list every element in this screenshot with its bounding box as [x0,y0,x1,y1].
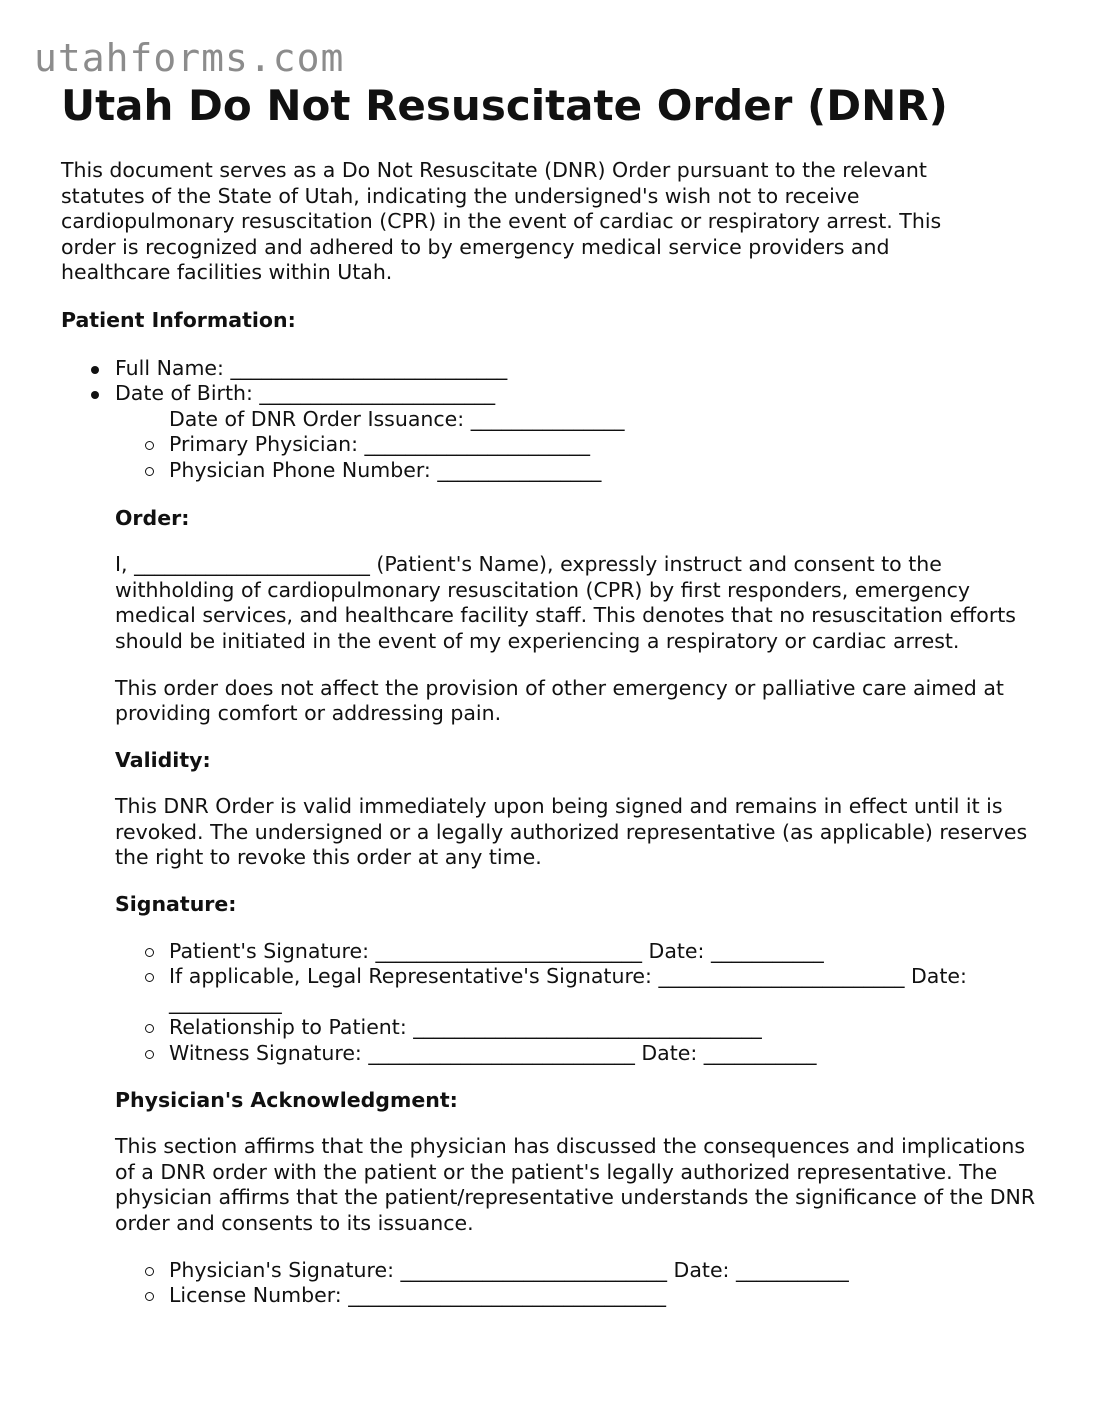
full-name-field: Full Name: ___________________________ [115,355,508,380]
physician-ack-paragraph: This section affirms that the physician has discussed the consequences and implications of a DNR order with the patient or the patient's legally authorized representative. The physician affirms that the patient/representative understands the significance of the DNR order and consents to its issuance. [115,1134,1036,1235]
list-item-physician [169,432,1046,458]
patient-info-list [61,356,1046,484]
list-item-license-number [169,1283,1046,1309]
order-section [115,506,1046,1309]
list-item-issuance [169,407,1046,433]
dob-field: Date of Birth: _______________________ [115,381,496,406]
physician-signature-list [115,1258,1046,1309]
list-item-legal-rep-signature [169,964,1046,1015]
list-item-relationship [169,1015,1046,1041]
witness-signature-field: Witness Signature: __________________________ Date: ___________ [169,1041,817,1066]
document-title: Utah Do Not Resuscitate Order (DNR) [61,81,948,130]
validity-heading: Validity: [115,747,211,772]
physician-ack-heading: Physician's Acknowledgment: [115,1087,458,1112]
physician-signature-field: Physician's Signature: __________________________ Date: ___________ [169,1257,849,1282]
site-watermark: utahforms.com [34,36,345,80]
physician-phone-field: Physician Phone Number: ________________ [169,457,602,482]
list-item-physician-signature [169,1258,1046,1284]
order-paragraph: I, _______________________ (Patient's Name), expressly instruct and consent to the withholding of cardiopulmonary resuscitation (CPR) by first responders, emergency medical services, and healthcare facility staff. This denotes that no resuscitation efforts should be initiated in the event of my experiencing a respiratory or cardiac arrest. [115,552,1016,653]
signature-list [115,939,1046,1067]
list-item-witness-signature [169,1041,1046,1067]
list-item-physician-phone [169,458,1046,484]
signature-heading: Signature: [115,892,237,917]
legal-rep-signature-field: If applicable, Legal Representative's Signature: ________________________ Date: ___________ [169,964,967,1014]
validity-paragraph: This DNR Order is valid immediately upon being signed and remains in effect until it is revoked. The undersigned or a legally authorized representative (as applicable) reserves the right to revoke this order at any time. [115,794,1028,870]
patient-info-heading: Patient Information: [61,307,296,332]
order-heading: Order: [115,505,190,530]
patient-signature-field: Patient's Signature: __________________________ Date: ___________ [169,938,824,963]
relationship-field: Relationship to Patient: __________________________________ [169,1015,762,1040]
issuance-date-field: Date of DNR Order Issuance: _______________ [169,406,625,431]
list-item-dob [115,381,1046,483]
list-item-patient-signature [169,939,1046,965]
list-item-full-name [115,356,1046,382]
patient-info-sublist [115,407,1046,484]
license-number-field: License Number: _______________________________ [169,1283,666,1308]
intro-paragraph: This document serves as a Do Not Resuscitate (DNR) Order pursuant to the relevant statutes of the State of Utah, indicating the undersigned's wish not to receive cardiopulmonary resuscitation (CPR) in the event of cardiac or respiratory arrest. This order is recognized and adhered to by emergency medical service providers and healthcare facilities within Utah. [61,158,942,285]
order-note-paragraph: This order does not affect the provision of other emergency or palliative care aimed at providing comfort or addressing pain. [115,675,1004,726]
document-body [61,78,1046,1309]
primary-physician-field: Primary Physician: ______________________ [169,432,591,457]
